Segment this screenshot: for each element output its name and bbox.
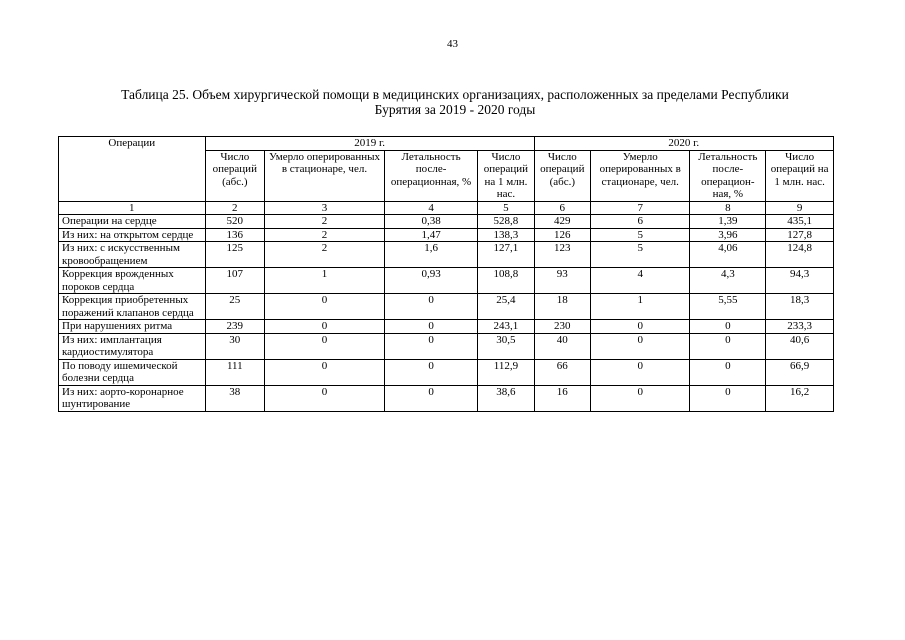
row-value: 0 [384,359,477,385]
column-number: 1 [59,201,206,215]
row-value: 1 [265,268,385,294]
table-row [59,228,834,242]
table-row [59,268,834,294]
column-number: 2 [205,201,264,215]
row-value: 136 [205,228,264,242]
row-label: Коррекция врожденных пороков сердца [59,268,206,294]
row-value: 239 [205,320,264,334]
row-value: 112,9 [478,359,534,385]
row-value: 1 [590,294,689,320]
row-value: 108,8 [478,268,534,294]
row-value: 0 [384,320,477,334]
column-number: 5 [478,201,534,215]
header-col: Умерло оперированных в стационаре, чел. [265,150,385,201]
row-value: 66,9 [766,359,834,385]
row-label: Из них: на открытом сердце [59,228,206,242]
header-col: Число операций на 1 млн. нас. [478,150,534,201]
row-label: По поводу ишемической болезни сердца [59,359,206,385]
row-value: 2 [265,215,385,229]
header-col: Число операций (абс.) [205,150,264,201]
row-value: 127,8 [766,228,834,242]
row-value: 230 [534,320,590,334]
row-value: 25,4 [478,294,534,320]
row-value: 5 [590,242,689,268]
row-value: 111 [205,359,264,385]
header-year-2019: 2019 г. [205,137,534,151]
row-value: 3,96 [690,228,766,242]
row-value: 18,3 [766,294,834,320]
row-value: 233,3 [766,320,834,334]
row-value: 0 [590,320,689,334]
row-value: 125 [205,242,264,268]
row-value: 2 [265,242,385,268]
title-line-1: Таблица 25. Объем хирургической помощи в медицинских организациях, расположенных за пределами Республики [121,87,789,102]
column-number-row [59,201,834,215]
column-number: 4 [384,201,477,215]
row-value: 0 [690,333,766,359]
header-col: Число операций (абс.) [534,150,590,201]
row-value: 38 [205,385,264,411]
row-value: 0 [384,294,477,320]
row-value: 0 [265,333,385,359]
row-value: 107 [205,268,264,294]
header-col: Летальность после-операцион-ная, % [690,150,766,201]
row-value: 126 [534,228,590,242]
row-label: Из них: с искусственным кровообращением [59,242,206,268]
row-value: 0 [265,320,385,334]
row-value: 138,3 [478,228,534,242]
header-year-row [59,137,834,151]
row-value: 1,47 [384,228,477,242]
column-number: 7 [590,201,689,215]
row-value: 0 [265,294,385,320]
row-value: 2 [265,228,385,242]
table-title [60,87,850,117]
row-value: 520 [205,215,264,229]
row-value: 0 [384,385,477,411]
row-value: 18 [534,294,590,320]
row-value: 0 [590,385,689,411]
row-value: 0,93 [384,268,477,294]
row-value: 123 [534,242,590,268]
page-number: 43 [447,38,458,50]
row-value: 40,6 [766,333,834,359]
table-row [59,385,834,411]
header-year-2020: 2020 г. [534,137,833,151]
row-value: 30,5 [478,333,534,359]
row-label: Из них: аорто-коронарное шунтирование [59,385,206,411]
row-value: 6 [590,215,689,229]
row-value: 4,3 [690,268,766,294]
row-value: 124,8 [766,242,834,268]
row-value: 127,1 [478,242,534,268]
row-value: 5,55 [690,294,766,320]
row-value: 429 [534,215,590,229]
row-value: 0 [384,333,477,359]
column-number: 8 [690,201,766,215]
header-col: Летальность после-операционная, % [384,150,477,201]
row-value: 1,6 [384,242,477,268]
title-line-2: Бурятия за 2019 - 2020 годы [374,102,536,117]
column-number: 6 [534,201,590,215]
row-value: 4,06 [690,242,766,268]
row-value: 16,2 [766,385,834,411]
row-value: 0 [690,385,766,411]
row-label: Из них: имплантация кардиостимулятора [59,333,206,359]
header-col: Число операций на 1 млн. нас. [766,150,834,201]
table-row [59,359,834,385]
row-value: 16 [534,385,590,411]
row-value: 243,1 [478,320,534,334]
table-row [59,294,834,320]
surgery-table [58,136,834,412]
row-value: 30 [205,333,264,359]
row-value: 0,38 [384,215,477,229]
row-value: 528,8 [478,215,534,229]
column-number: 9 [766,201,834,215]
row-value: 25 [205,294,264,320]
row-value: 0 [590,333,689,359]
row-value: 0 [265,385,385,411]
row-value: 435,1 [766,215,834,229]
table-row [59,215,834,229]
column-number: 3 [265,201,385,215]
row-value: 0 [690,320,766,334]
table-row [59,333,834,359]
row-value: 5 [590,228,689,242]
row-value: 94,3 [766,268,834,294]
row-value: 66 [534,359,590,385]
row-label: При нарушениях ритма [59,320,206,334]
table-row [59,320,834,334]
table-row [59,242,834,268]
row-label: Операции на сердце [59,215,206,229]
row-value: 40 [534,333,590,359]
row-label: Коррекция приобретенных поражений клапанов сердца [59,294,206,320]
row-value: 4 [590,268,689,294]
header-col: Умерло оперированных в стационаре, чел. [590,150,689,201]
row-value: 93 [534,268,590,294]
row-value: 0 [690,359,766,385]
row-value: 38,6 [478,385,534,411]
header-operations: Операции [59,137,206,202]
row-value: 0 [590,359,689,385]
row-value: 1,39 [690,215,766,229]
row-value: 0 [265,359,385,385]
